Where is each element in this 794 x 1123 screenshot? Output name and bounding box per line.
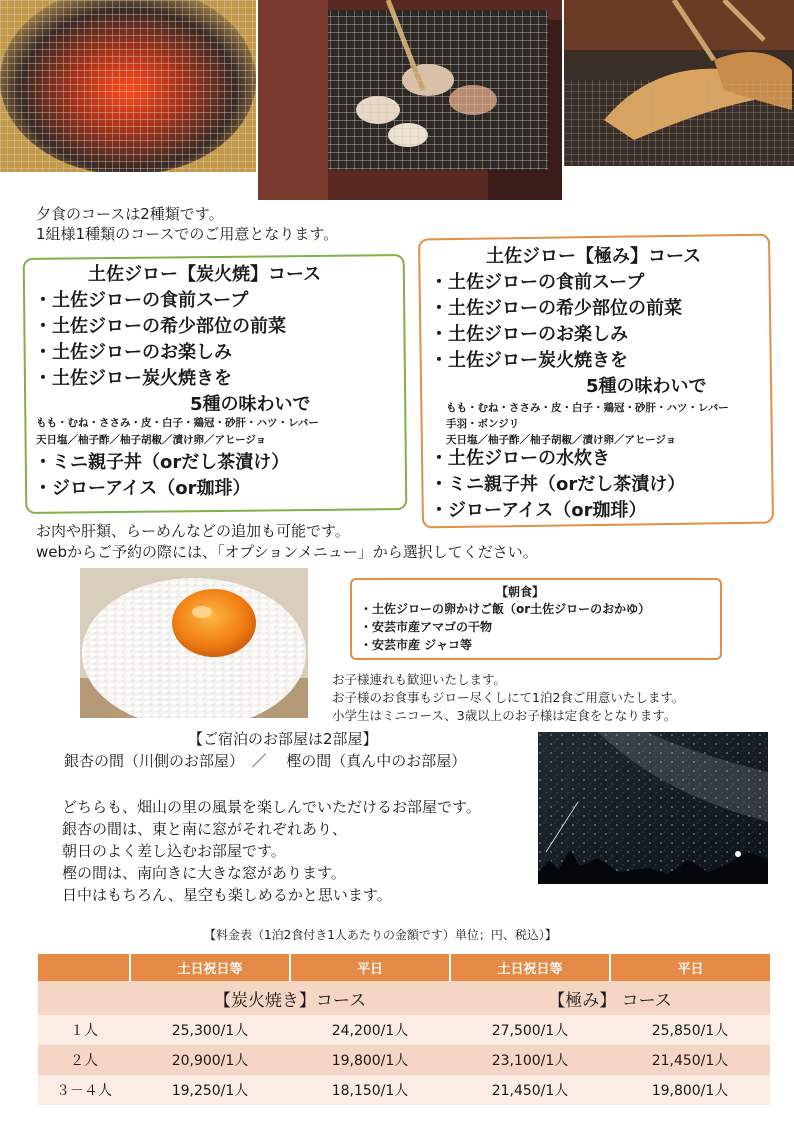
grilled-chicken-wings-photo — [564, 0, 794, 166]
price-table — [38, 954, 770, 1105]
price-cell: 18,150/1人 — [290, 1075, 450, 1105]
breakfast-item: ・安芸市産 ジャコ等 — [360, 638, 472, 652]
price-cell: 19,800/1人 — [610, 1075, 770, 1105]
header-cell: 平日 — [290, 954, 450, 981]
rooms-desc: 日中はもちろん、星空も楽しめるかと思います。 — [62, 886, 392, 904]
table-row — [38, 1045, 770, 1075]
intro-line-2: 1組様1種類のコースでのご用意となります。 — [36, 225, 339, 243]
course-sumibi-item: ・土佐ジローの希少部位の前菜 — [34, 316, 286, 337]
course-kiwami-item: ・土佐ジローの水炊き — [430, 448, 610, 469]
breakfast-title: 【朝食】 — [496, 585, 545, 599]
options-line-2: webからご予約の際には、「オプションメニュー」から選択してください。 — [36, 543, 538, 561]
egg-over-rice-photo — [80, 568, 308, 718]
price-cell: 25,850/1人 — [610, 1015, 770, 1045]
course-sumibi-five-kinds: 5種の味わいで — [190, 394, 311, 415]
header-cell: 平日 — [610, 954, 770, 981]
charcoal-grill-photo — [0, 0, 256, 172]
children-line-3: 小学生はミニコース、3歳以上のお子様は定食をとなります。 — [332, 708, 677, 723]
course-sumibi-title: 土佐ジロー【炭火焼】コース — [88, 264, 322, 285]
course-kiwami-item: ・ジローアイス（or珈琲） — [430, 500, 647, 521]
course-kiwami-five-kinds: 5種の味わいで — [586, 376, 707, 397]
course-kiwami-item: ・土佐ジローの希少部位の前菜 — [430, 298, 682, 319]
course-kiwami-item: ・土佐ジローのお楽しみ — [430, 324, 628, 345]
course-sumibi-item: ・土佐ジローのお楽しみ — [34, 342, 232, 363]
people-cell: １人 — [38, 1015, 130, 1045]
breakfast-item: ・安芸市産アマゴの干物 — [360, 620, 493, 634]
price-cell: 25,300/1人 — [130, 1015, 290, 1045]
table-row — [38, 1075, 770, 1105]
breakfast-item: ・土佐ジローの卵かけご飯（or土佐ジローのおかゆ） — [360, 602, 651, 616]
price-table-header — [38, 954, 770, 981]
header-cell: 土日祝日等 — [450, 954, 610, 981]
price-table-course-row — [38, 981, 770, 1015]
price-cell: 20,900/1人 — [130, 1045, 290, 1075]
price-cell: 21,450/1人 — [450, 1075, 610, 1105]
milky-way-night-sky-photo — [538, 732, 768, 884]
options-line-1: お肉や肝類、らーめんなどの追加も可能です。 — [36, 522, 350, 540]
price-cell: 19,250/1人 — [130, 1075, 290, 1105]
rooms-desc: どちらも、畑山の里の風景を楽しんでいただけるお部屋です。 — [62, 798, 481, 816]
header-cell — [38, 954, 130, 981]
course-kiwami-seasonings: 天日塩／柚子酢／柚子胡椒／漬け卵／アヒージョ — [446, 434, 677, 446]
course-sumibi-parts: もも・むね・ささみ・皮・白子・鶏冠・砂肝・ハツ・レバー — [36, 417, 319, 429]
empty-cell — [38, 981, 130, 1015]
course-kiwami-item: ・土佐ジローの食前スープ — [430, 272, 645, 293]
price-cell: 21,450/1人 — [610, 1045, 770, 1075]
course-kiwami-title: 土佐ジロー【極み】コース — [486, 246, 702, 267]
course-kiwami-item: ・ミニ親子丼（orだし茶漬け） — [430, 474, 686, 495]
course-kiwami-label: 【極み】 コース — [450, 981, 770, 1015]
people-cell: ３－４人 — [38, 1075, 130, 1105]
course-kiwami-parts-2: 手羽・ボンジリ — [446, 418, 520, 430]
rooms-desc: 朝日のよく差し込むお部屋です。 — [62, 842, 286, 860]
course-sumibi-label: 【炭火焼き】コース — [130, 981, 450, 1015]
price-cell: 19,800/1人 — [290, 1045, 450, 1075]
rooms-desc: 銀杏の間は、東と南に窓がそれぞれあり、 — [62, 820, 348, 838]
price-cell: 24,200/1人 — [290, 1015, 450, 1045]
course-sumibi-item: ・土佐ジロー炭火焼きを — [34, 368, 232, 389]
price-table-caption: 【料金表（1泊2食付き1人あたりの金額です）単位；円、税込）】 — [204, 928, 557, 942]
course-sumibi-item: ・土佐ジローの食前スープ — [34, 290, 249, 311]
course-sumibi-item: ・ジローアイス（or珈琲） — [34, 478, 251, 499]
course-kiwami-item: ・土佐ジロー炭火焼きを — [430, 350, 628, 371]
intro-line-1: 夕食のコースは2種類です。 — [36, 205, 224, 223]
price-cell: 27,500/1人 — [450, 1015, 610, 1045]
people-cell: ２人 — [38, 1045, 130, 1075]
rooms-heading: 【ご宿泊のお部屋は2部屋】 — [188, 730, 378, 748]
children-line-1: お子様連れも歓迎いたします。 — [332, 672, 507, 687]
price-cell: 23,100/1人 — [450, 1045, 610, 1075]
chicken-on-grill-photo — [258, 0, 562, 200]
course-kiwami-parts: もも・むね・ささみ・皮・白子・鶏冠・砂肝・ハツ・レバー — [446, 402, 729, 414]
table-row — [38, 1015, 770, 1045]
course-sumibi-item: ・ミニ親子丼（orだし茶漬け） — [34, 452, 290, 473]
rooms-desc: 樫の間は、南向きに大きな窓があります。 — [62, 864, 346, 882]
children-line-2: お子様のお食事もジロー尽くしにて1泊2食ご用意いたします。 — [332, 690, 685, 705]
rooms-names: 銀杏の間（川側のお部屋） ／ 樫の間（真ん中のお部屋） — [64, 752, 467, 770]
course-sumibi-seasonings: 天日塩／柚子酢／柚子胡椒／漬け卵／アヒージョ — [36, 434, 267, 446]
header-cell: 土日祝日等 — [130, 954, 290, 981]
